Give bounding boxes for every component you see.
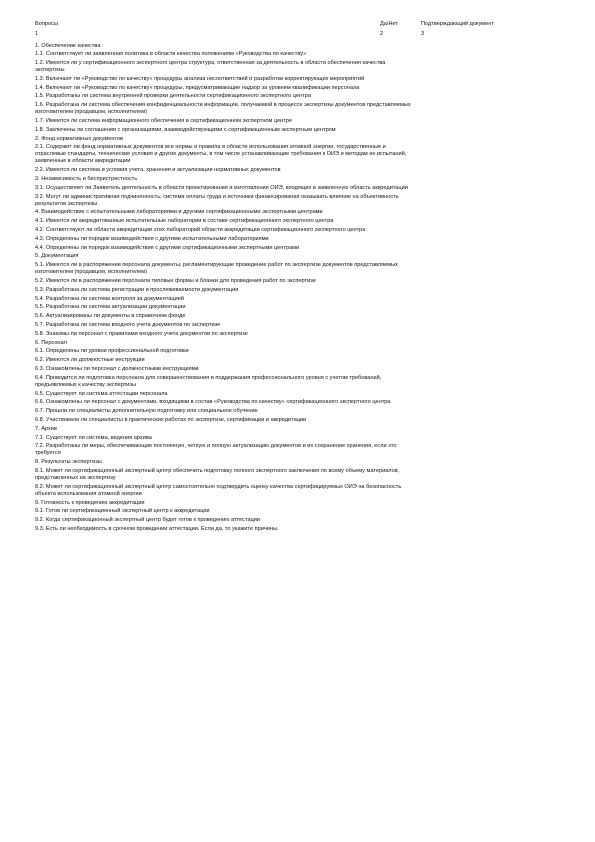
question-row: 8.2. Может ли сертификационный экспертный центр самостоятельно подтвердить оценку качества сертифицируемых ОИЭ на безопасность объекта использования атомной энергии (35, 483, 402, 497)
question-row: 1.1. Соответствует ли заявленная политика в области качества положениям «Руководства по качеству» (35, 51, 307, 58)
question-row: 1.8. Заключены ли соглашения с организациями, взаимодействующими с сертификационным экспертным центром (35, 126, 336, 133)
header-questions: Вопросы (35, 21, 58, 27)
section-heading: 8. Результаты экспертизы (35, 459, 102, 466)
header-yes-no: Да/Нет (380, 21, 398, 27)
question-row: 2.1. Содержит ли фонд нормативных документов все нормы и правила в области использования атомной энергии, государственные и отраслевые стандарты, технические условия и другие документы, в том числе устанавливающие требования к ОИЭ и методам их испытаний, заявленные в области аккредитации (35, 144, 407, 165)
question-row: 1.6. Разработана ли система обеспечения конфиденциальности информации, получаемой в процессе экспертизы документов представляемых изготовителем (продавцом, исполнителем) (35, 102, 411, 116)
questions-list (35, 42, 415, 535)
section-heading: 3. Независимость и беспристрастность (35, 176, 138, 183)
question-row: 6.7. Прошли ли специалисты дополнительную подготовку или специальное обучение (35, 408, 258, 415)
question-row: 4.1. Имеются ли аккредитованные испытательные лаборатории в составе сертификационного экспертного центра (35, 218, 334, 225)
section-heading: 9. Готовность к проведению аккредитации (35, 499, 145, 506)
section-heading: 1. Обеспечение качества (35, 42, 101, 49)
section-heading: 2. Фонд нормативных документов (35, 135, 124, 142)
section-heading: 6. Персонал (35, 339, 67, 346)
question-row: 6.4. Проводится ли подготовка персонала для совершенствования и поддержания профессионального уровня с учетом требований, предъявляемых к качеству экспертизы (35, 374, 382, 388)
question-row: 9.1. Готов ли сертификационный экспертный центр к аккредитации (35, 508, 210, 515)
question-row: 6.6. Ознакомлены ли персонал с документами, входящими в состав «Руководства по качеству» сертификационного экспертного центра (35, 399, 391, 406)
section-heading: 4. Взаимодействие с испытательными лабораториями и другими сертификационными экспертными центрами (35, 209, 323, 216)
question-row: 7.1. Существует ли система, ведения архива (35, 434, 152, 441)
section-heading: 7. Архив (35, 425, 57, 432)
question-row: 5.5. Разработана ли система актуализации документации (35, 304, 186, 311)
question-row: 1.3. Включают ли «Руководство по качеству» процедуры анализа несоответствий и разработки корректирующих мероприятий (35, 75, 365, 82)
question-row: 5.2. Имеются ли в распоряжении персонала типовые формы и бланки для проведения работ по экспертизе (35, 278, 316, 285)
question-row: 6.5. Существует ли система аттестации персонала (35, 390, 168, 397)
question-row: 6.8. Участвовали ли специалисты в практических работах по экспертизе, сертификации и аккредитации (35, 416, 307, 423)
question-row: 1.7. Имеются ли система информационного обеспечения в сертификационном экспертном центре (35, 118, 293, 125)
question-row: 6.3. Ознакомлены ли персонал с должностными инструкциями (35, 366, 199, 372)
question-row: 4.3. Определены ли порядок взаимодействия с другими испытательными лабораториями (35, 235, 269, 242)
question-row: 5.1. Имеются ли в распоряжении персонала документы, регламентирующие проведение работ по экспертизе документов представляемых изготовителем (продавцом, исполнителем) (35, 262, 398, 276)
question-row: 6.1. Определены ли уровни профессиональной подготовки (35, 348, 189, 355)
question-row: 3.1. Осуществляет ли Заявитель деятельность в области проектирования и изготовления ОИЭ, входящих в заявленную область аккредитации (35, 184, 408, 191)
question-row: 1.2. Имеются ли у сертификационного экспертного центра структура, ответственная за деятельность в области обеспечения качества экспертизы (35, 60, 386, 74)
question-row: 5.7. Разработана ли система входного учета документов по экспертизе (35, 322, 221, 329)
question-row: 7.2. Разработаны ли меры, обеспечивающие постоянную, четкую и полную актуализацию документов и их сохранение хранения, если это требуется (35, 443, 397, 457)
question-row: 8.1. Может ли сертификационный экспертный центр обеспечить подготовку полного экспертного заключения по всему объему материалов, представленных на экспертизу (35, 467, 400, 481)
header-supporting-document: Подтверждающий документ (421, 21, 494, 27)
question-row: 5.8. Знакомы ли персонал с правилами входного учета документов по экспертизе (35, 330, 248, 337)
question-row: 1.4. Включают ли «Руководство по качеству» процедуры, предусматривающие надзор за уровнем квалификации персонала (35, 84, 360, 91)
header-column-number-1: 1 (35, 31, 39, 37)
question-row: 1.5. Разработаны ли система внутренней проверки деятельности сертификационного экспертного центра (35, 93, 311, 100)
question-row: 5.4. Разработана ли система контроля за документацией (35, 295, 184, 302)
header-column-number-2: 2 (380, 31, 384, 37)
question-row: 5.6. Актуализированы ли документы в справочном фонде (35, 313, 186, 320)
question-row: 2.2. Имеются ли система и условия учета, хранения и актуализации нормативных документов (35, 167, 281, 174)
question-row: 4.4. Определены ли порядок взаимодействия с другими сертификационными экспертными центрами (35, 244, 300, 251)
question-row: 3.2. Могут ли административная подчиненность, система оплаты труда и источники финансирования оказывать влияние на объективность результатов экспертизы (35, 193, 399, 207)
question-row: 4.2. Соответствуют ли области аккредитации этих лабораторий области аккредитации сертификационного экспертного центра (35, 227, 366, 234)
section-heading: 5. Документация (35, 253, 79, 260)
question-row: 9.2. Когда сертификационный экспертный центр будет готов к проведению аттестации (35, 517, 261, 524)
header-column-number-3: 3 (421, 31, 425, 37)
question-row: 9.3. Есть ли необходимость в срочном проведении аттестации. Если да, то укажите причины. (35, 525, 279, 532)
question-row: 6.2. Имеются ли должностные инструкции (35, 357, 145, 364)
question-row: 5.3. Разработана ли система регистрации и прослеживаемости документации (35, 286, 239, 293)
